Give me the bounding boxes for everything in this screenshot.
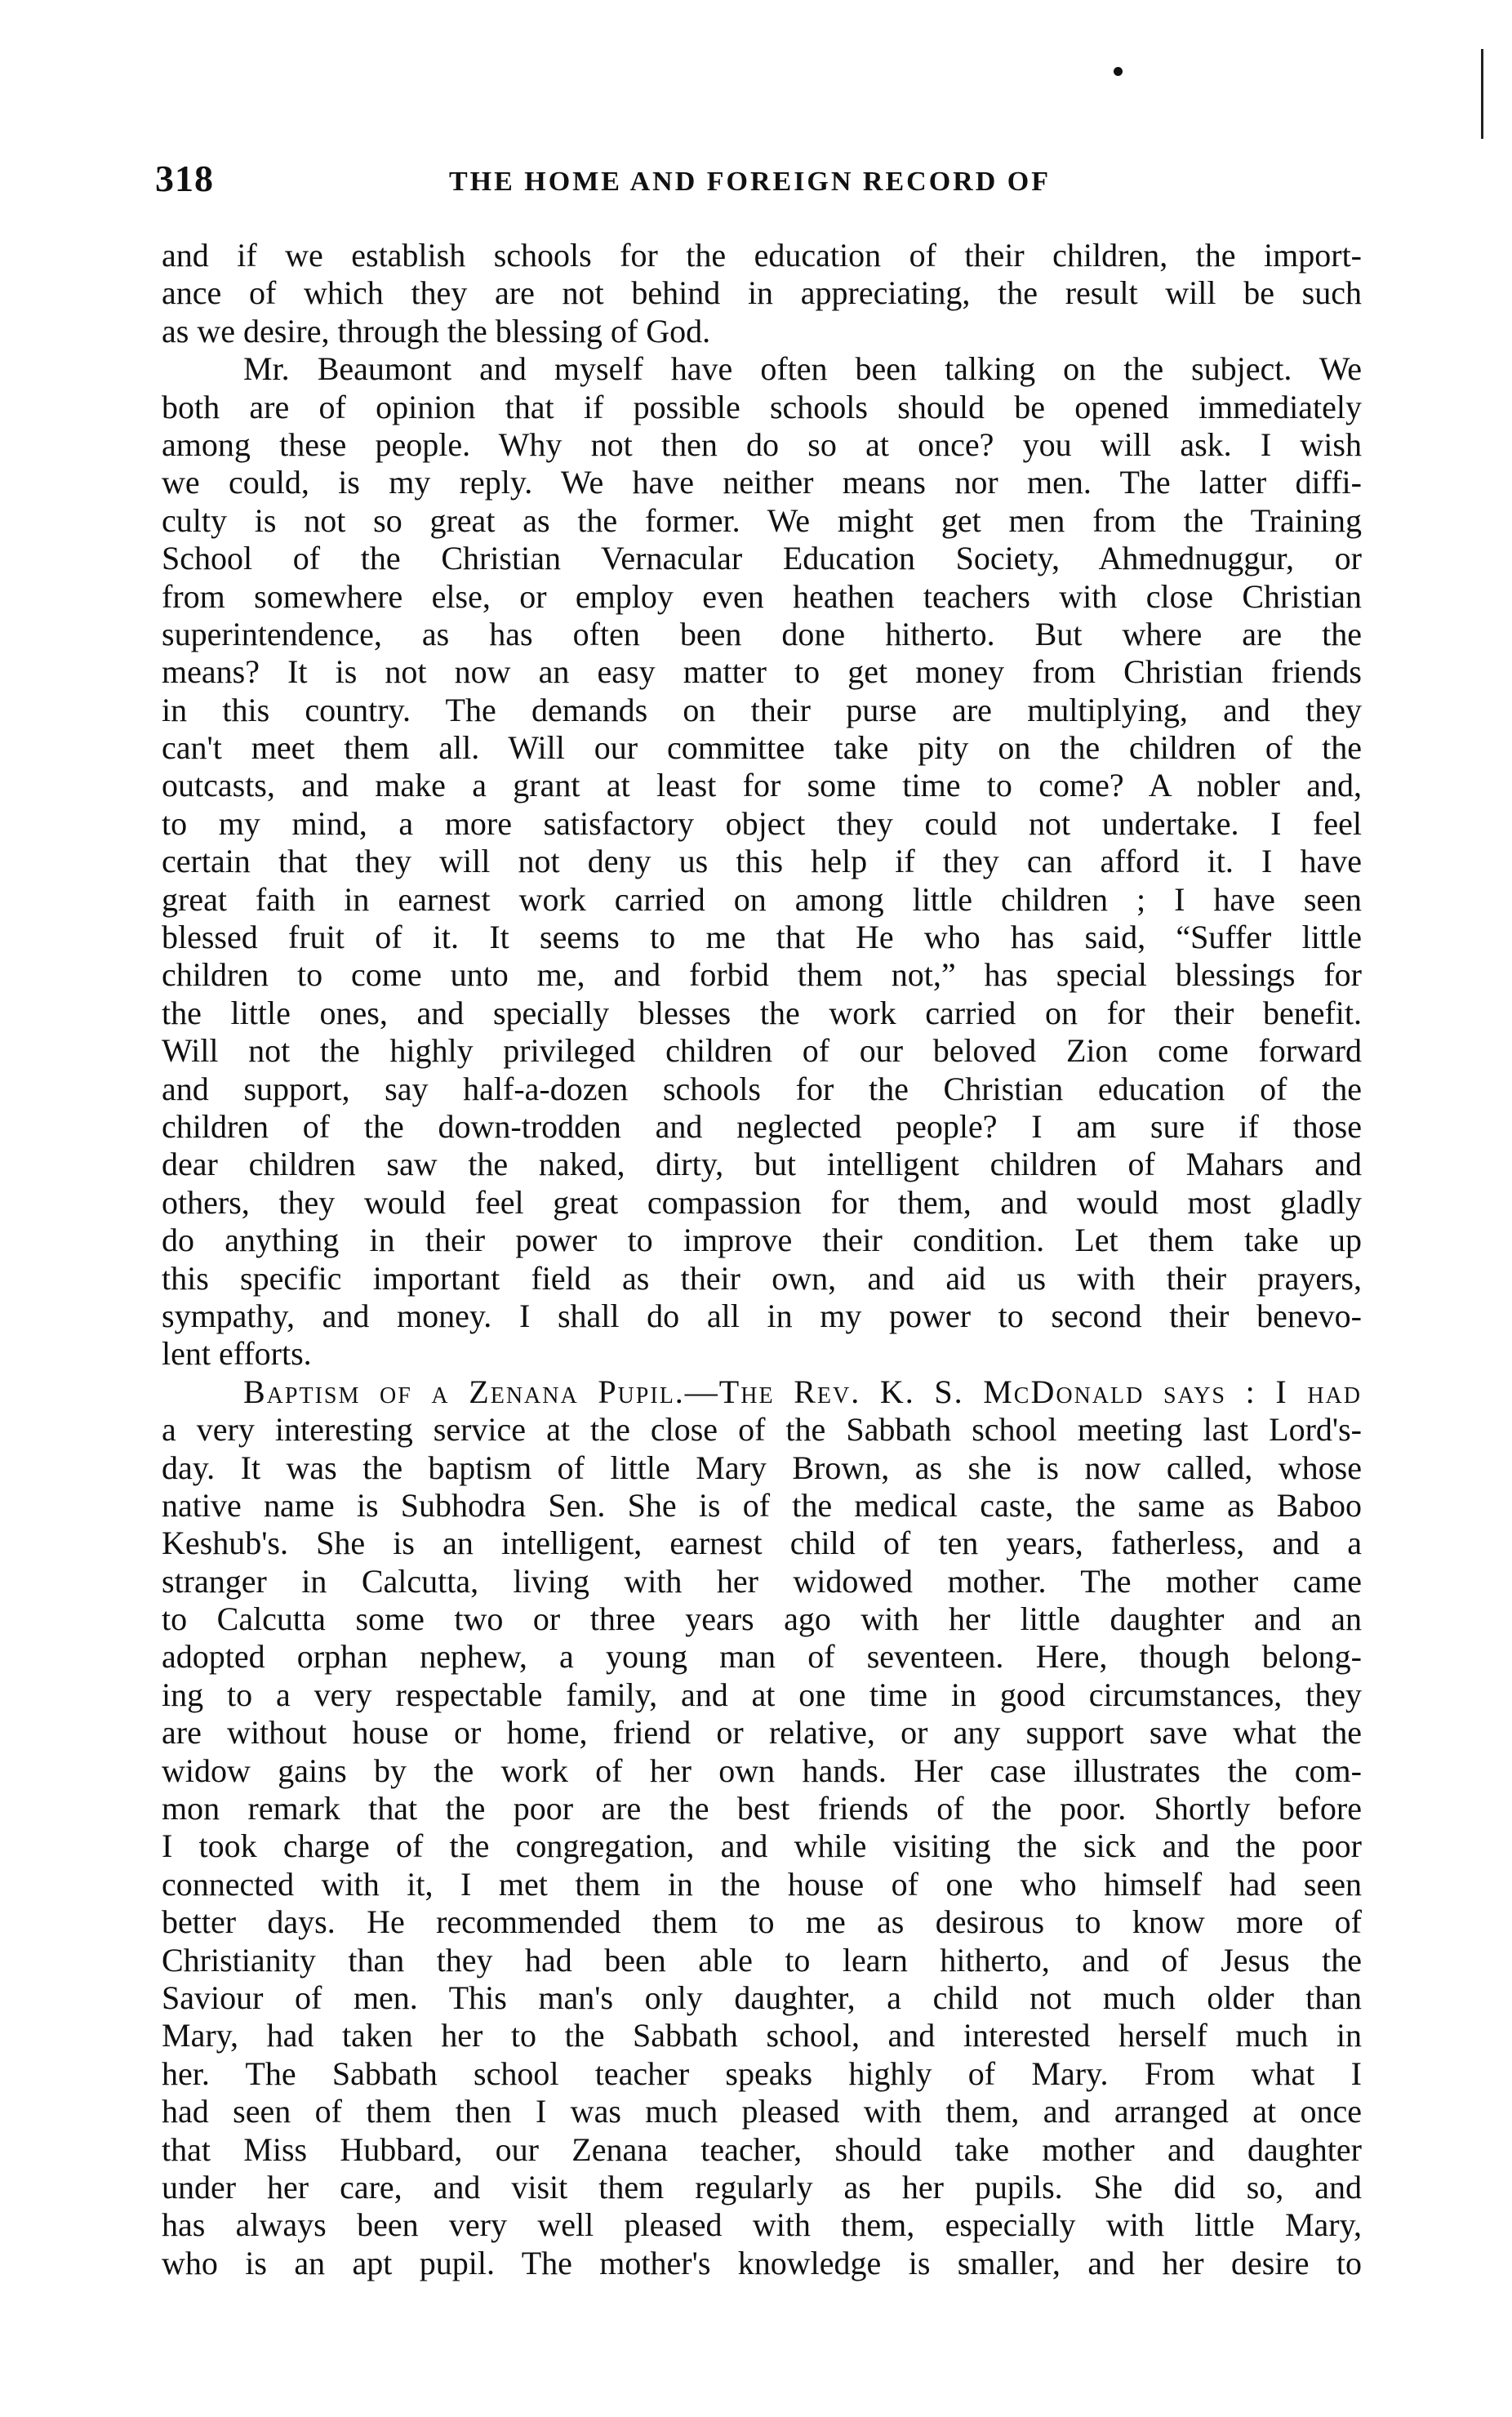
text-line: in this country. The demands on their purse are multiplying, and they: [162, 691, 1362, 728]
text-line: the little ones, and specially blesses the work carried on for their benefit.: [162, 994, 1362, 1031]
text-line: stranger in Calcutta, living with her widowed mother. The mother came: [162, 1562, 1362, 1600]
text-line: both are of opinion that if possible schools should be opened immediately: [162, 388, 1362, 425]
text-line: Saviour of men. This man's only daughter, a child not much older than: [162, 1979, 1362, 2016]
text-line: sympathy, and money. I shall do all in my power to second their benevo-: [162, 1297, 1362, 1334]
text-line: had seen of them then I was much pleased with them, and arranged at once: [162, 2093, 1362, 2130]
text-line: that Miss Hubbard, our Zenana teacher, should take mother and daughter: [162, 2130, 1362, 2168]
text-line: superintendence, as has often been done hitherto. But where are the: [162, 615, 1362, 652]
text-line: Mary, had taken her to the Sabbath school, and interested herself much in: [162, 2017, 1362, 2054]
text-line: who is an apt pupil. The mother's knowledge is smaller, and her desire to: [162, 2244, 1362, 2281]
text-line: from somewhere else, or employ even heathen teachers with close Christian: [162, 577, 1362, 615]
text-line: do anything in their power to improve their condition. Let them take up: [162, 1222, 1362, 1259]
text-line: others, they would feel great compassion for them, and would most gladly: [162, 1183, 1362, 1221]
text-line: I took charge of the congregation, and while visiting the sick and the poor: [162, 1827, 1362, 1865]
ink-dot: [1114, 67, 1123, 76]
text-line: outcasts, and make a grant at least for some time to come? A nobler and,: [162, 767, 1362, 804]
running-title: THE HOME AND FOREIGN RECORD OF: [449, 167, 1051, 197]
text-line: Will not the highly privileged children of our beloved Zion come forward: [162, 1032, 1362, 1070]
text-line: School of the Christian Vernacular Education Society, Ahmednuggur, or: [162, 540, 1362, 577]
text-line: children of the down-trodden and neglected people? I am sure if those: [162, 1107, 1362, 1145]
text-line: among these people. Why not then do so at once? you will ask. I wish: [162, 425, 1362, 463]
text-line: day. It was the baptism of little Mary Brown, as she is now called, whose: [162, 1449, 1362, 1486]
text-line: better days. He recommended them to me as desirous to know more of: [162, 1903, 1362, 1941]
text-line: under her care, and visit them regularly as her pupils. She did so, and: [162, 2168, 1362, 2206]
section-heading-line: Baptism of a Zenana Pupil.—The Rev. K. S. McDonald says : I had: [243, 1373, 1362, 1410]
text-line: ing to a very respectable family, and at one time in good circumstances, they: [162, 1676, 1362, 1713]
text-line: are without house or home, friend or relative, or any support save what the: [162, 1714, 1362, 1752]
text-line: ance of which they are not behind in appreciating, the result will be such: [162, 274, 1362, 312]
text-line: culty is not so great as the former. We might get men from the Training: [162, 501, 1362, 539]
text-line: has always been very well pleased with them, especially with little Mary,: [162, 2206, 1362, 2244]
text-line: can't meet them all. Will our committee take pity on the children of the: [162, 729, 1362, 767]
text-line: lent efforts.: [162, 1335, 312, 1373]
paragraph-start-line: Mr. Beaumont and myself have often been talking on the subject. We: [243, 350, 1362, 388]
text-line: Keshub's. She is an intelligent, earnest child of ten years, fatherless, and a: [162, 1525, 1362, 1562]
text-line: children to come unto me, and forbid them not,” has special blessings for: [162, 956, 1362, 994]
page-edge-mark: [1481, 49, 1483, 139]
text-line: great faith in earnest work carried on among little children ; I have seen: [162, 880, 1362, 918]
text-line: widow gains by the work of her own hands. Her case illustrates the com-: [162, 1752, 1362, 1789]
text-line: and if we establish schools for the education of their children, the import-: [162, 237, 1362, 274]
body-text: [162, 237, 1362, 2282]
text-line: certain that they will not deny us this help if they can afford it. I have: [162, 843, 1362, 880]
text-line: Christianity than they had been able to learn hitherto, and of Jesus the: [162, 1941, 1362, 1979]
text-line: and support, say half-a-dozen schools for the Christian education of the: [162, 1070, 1362, 1107]
text-line: dear children saw the naked, dirty, but intelligent children of Mahars and: [162, 1146, 1362, 1183]
text-line: to my mind, a more satisfactory object they could not undertake. I feel: [162, 804, 1362, 842]
text-line: blessed fruit of it. It seems to me that He who has said, “Suffer little: [162, 919, 1362, 956]
page-number: 318: [155, 158, 214, 199]
text-line: native name is Subhodra Sen. She is of the medical caste, the same as Baboo: [162, 1486, 1362, 1524]
text-line: connected with it, I met them in the house of one who himself had seen: [162, 1865, 1362, 1903]
text-line: mon remark that the poor are the best friends of the poor. Shortly before: [162, 1790, 1362, 1827]
text-line: a very interesting service at the close of the Sabbath school meeting last Lord's-: [162, 1411, 1362, 1449]
text-line: her. The Sabbath school teacher speaks highly of Mary. From what I: [162, 2054, 1362, 2092]
text-line: as we desire, through the blessing of God.: [162, 312, 711, 349]
text-line: adopted orphan nephew, a young man of seventeen. Here, though belong-: [162, 1638, 1362, 1676]
text-line: we could, is my reply. We have neither means nor men. The latter diffi-: [162, 464, 1362, 501]
text-line: means? It is not now an easy matter to get money from Christian friends: [162, 653, 1362, 691]
text-line: to Calcutta some two or three years ago with her little daughter and an: [162, 1600, 1362, 1638]
page-header: [155, 157, 1363, 206]
text-line: this specific important field as their own, and aid us with their prayers,: [162, 1259, 1362, 1297]
